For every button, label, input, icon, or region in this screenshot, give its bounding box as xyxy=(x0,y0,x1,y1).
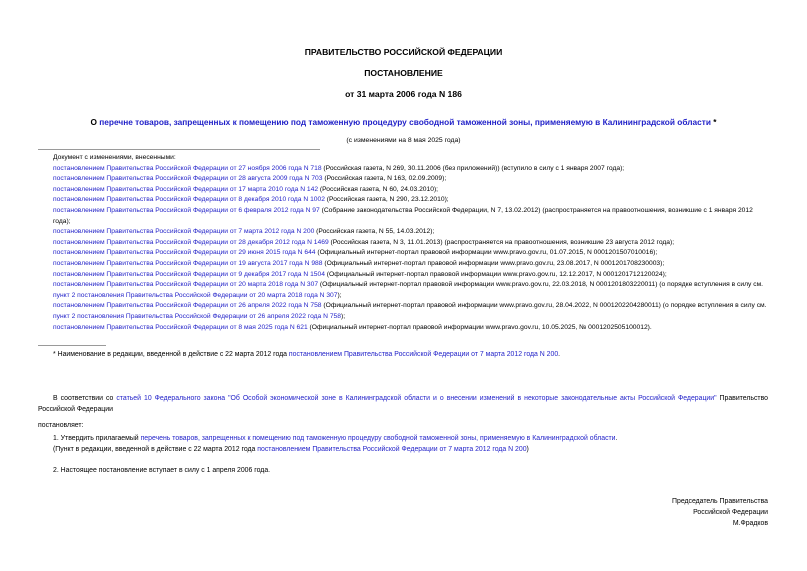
divider-footnote xyxy=(38,345,106,346)
change-entry xyxy=(38,195,768,206)
change-entry xyxy=(38,227,768,238)
point-1-note xyxy=(53,445,529,455)
change-effect-link[interactable]: пункт 2 постановления Правительства Российской Федерации от 26 апреля 2022 года N 758 xyxy=(53,312,341,320)
signature-title-1: Председатель Правительства xyxy=(672,498,768,505)
title-prefix: О xyxy=(90,117,97,127)
change-details-end: ); xyxy=(340,312,346,320)
change-entry xyxy=(38,323,768,334)
footnote-end: . xyxy=(558,351,561,358)
changes-list xyxy=(38,153,768,333)
point-1-list-link[interactable]: перечень товаров, запрещенных к помещению под таможенную процедуру свободной таможенной зоны, применяемую в Калининградской области xyxy=(140,435,616,442)
point-1-note-end: ) xyxy=(526,446,529,453)
footnote xyxy=(53,350,560,360)
point-2: 2. Настоящее постановление вступает в силу с 1 апреля 2006 года. xyxy=(53,467,271,474)
point-1-end: . xyxy=(615,435,618,442)
point-1-text: 1. Утвердить прилагаемый xyxy=(53,435,141,442)
document-title xyxy=(0,117,807,127)
change-details: (Российская газета, N 163, 02.09.2009); xyxy=(322,175,447,183)
change-link[interactable]: постановлением Правительства Российской Федерации от 26 апреля 2022 года N 758 xyxy=(53,302,322,310)
change-link[interactable]: постановлением Правительства Российской Федерации от 28 августа 2009 года N 703 xyxy=(53,175,323,183)
change-link[interactable]: постановлением Правительства Российской Федерации от 28 декабря 2012 года N 1469 xyxy=(53,238,329,246)
change-link[interactable]: постановлением Правительства Российской Федерации от 20 марта 2018 года N 307 xyxy=(53,281,319,289)
changes-intro: Документ с изменениями, внесенными: xyxy=(53,154,176,161)
change-details: (Официальный интернет-портал правовой информации www.pravo.gov.ru, 23.08.2017, N 0001201708230003); xyxy=(322,259,665,267)
change-details: (Официальный интернет-портал правовой информации www.pravo.gov.ru, 22.03.2018, N 0001201803220011) (о порядке вступления в силу см. xyxy=(318,281,764,289)
change-entry xyxy=(38,206,768,227)
change-link[interactable]: постановлением Правительства Российской Федерации от 6 февраля 2012 года N 97 xyxy=(53,206,320,214)
point-1-note-text: (Пункт в редакции, введенной в действие с 22 марта 2012 года xyxy=(53,446,258,453)
change-details: (Российская газета, N 269, 30.11.2006 (без приложений)) (вступило в силу с 1 января 2007 года); xyxy=(321,164,625,172)
change-details: (Официальный интернет-портал правовой информации www.pravo.gov.ru, 12.12.2017, N 0001201712120024); xyxy=(324,270,667,278)
change-entry xyxy=(38,185,768,196)
change-entry xyxy=(38,248,768,259)
change-link[interactable]: постановлением Правительства Российской Федерации от 8 мая 2025 года N 621 xyxy=(53,323,308,331)
change-link[interactable]: постановлением Правительства Российской Федерации от 19 августа 2017 года N 988 xyxy=(53,259,323,267)
doc-type: ПОСТАНОВЛЕНИЕ xyxy=(364,68,443,78)
divider-top xyxy=(38,149,320,150)
change-link[interactable]: постановлением Правительства Российской Федерации от 27 ноября 2006 года N 718 xyxy=(53,164,322,172)
point-1 xyxy=(53,434,617,444)
footnote-link[interactable]: постановлением Правительства Российской Федерации от 7 марта 2012 года N 200 xyxy=(288,351,559,358)
change-link[interactable]: постановлением Правительства Российской Федерации от 8 декабря 2010 года N 1002 xyxy=(53,196,325,204)
change-entry xyxy=(38,174,768,185)
changes-items xyxy=(38,164,768,334)
change-entry xyxy=(38,270,768,281)
doc-date-number: от 31 марта 2006 года N 186 xyxy=(345,89,462,99)
change-effect-link[interactable]: пункт 2 постановления Правительства Российской Федерации от 20 марта 2018 года N 307 xyxy=(53,291,338,299)
preamble-law-link[interactable]: статьей 10 Федерального закона "Об Особой экономической зоне в Калининградской области и о внесении изменений в некоторые законодательные акты Российской Федерации" xyxy=(116,395,717,402)
signature-name: М.Фрадков xyxy=(732,520,768,527)
signature-block xyxy=(672,496,768,529)
title-suffix: * xyxy=(710,117,717,127)
change-details: (Российская газета, N 3, 11.01.2013) (распространяется на правоотношения, возникшие 23 августа 2012 года); xyxy=(328,238,675,246)
change-link[interactable]: постановлением Правительства Российской Федерации от 29 июня 2015 года N 644 xyxy=(53,249,316,257)
government-name: ПРАВИТЕЛЬСТВО РОССИЙСКОЙ ФЕДЕРАЦИИ xyxy=(304,47,503,57)
revision-note: (с изменениями на 8 мая 2025 года) xyxy=(346,137,461,144)
change-link[interactable]: постановлением Правительства Российской Федерации от 7 марта 2012 года N 200 xyxy=(53,228,315,236)
change-details-end: ); xyxy=(337,291,342,299)
change-details: (Официальный интернет-портал правовой информации www.pravo.gov.ru, 10.05.2025, № 0001202505100012). xyxy=(307,323,652,331)
change-details: (Российская газета, N 290, 23.12.2010); xyxy=(324,196,449,204)
change-details: (Собрание законодательства Российской Федерации, N 7, 13.02.2012) (распространяется на правоотношения, возникшие с 1 января 2012 года); xyxy=(53,206,753,225)
change-details: (Российская газета, N 55, 14.03.2012); xyxy=(314,228,435,236)
change-link[interactable]: постановлением Правительства Российской Федерации от 9 декабря 2017 года N 1504 xyxy=(53,270,325,278)
change-entry xyxy=(38,259,768,270)
change-details: (Официальный интернет-портал правовой информации www.pravo.gov.ru, 28.04.2022, N 0001202204280011) (о порядке вступления в силу см. xyxy=(321,302,767,310)
preamble xyxy=(38,393,768,415)
change-entry xyxy=(38,280,768,301)
footnote-text: * Наименование в редакции, введенной в действие с 22 марта 2012 года xyxy=(53,351,289,358)
change-entry xyxy=(38,301,768,322)
preamble-text: В соответствии со xyxy=(53,395,117,402)
change-link[interactable]: постановлением Правительства Российской Федерации от 17 марта 2010 года N 142 xyxy=(53,185,319,193)
change-details: (Российская газета, N 60, 24.03.2010); xyxy=(318,185,439,193)
resolves: постановляет: xyxy=(38,422,84,429)
point-1-note-link[interactable]: постановлением Правительства Российской Федерации от 7 марта 2012 года N 200 xyxy=(257,446,527,453)
change-entry xyxy=(38,164,768,175)
change-entry xyxy=(38,238,768,249)
signature-title-2: Российской Федерации xyxy=(693,509,768,516)
title-link[interactable]: перечне товаров, запрещенных к помещению под таможенную процедуру свободной таможенной зоны, применяемую в Калининградской области xyxy=(99,117,711,127)
preamble-end: Правительство Российской Федерации xyxy=(38,395,768,413)
change-details: (Официальный интернет-портал правовой информации www.pravo.gov.ru, 01.07.2015, N 0001201507010016); xyxy=(315,249,658,257)
